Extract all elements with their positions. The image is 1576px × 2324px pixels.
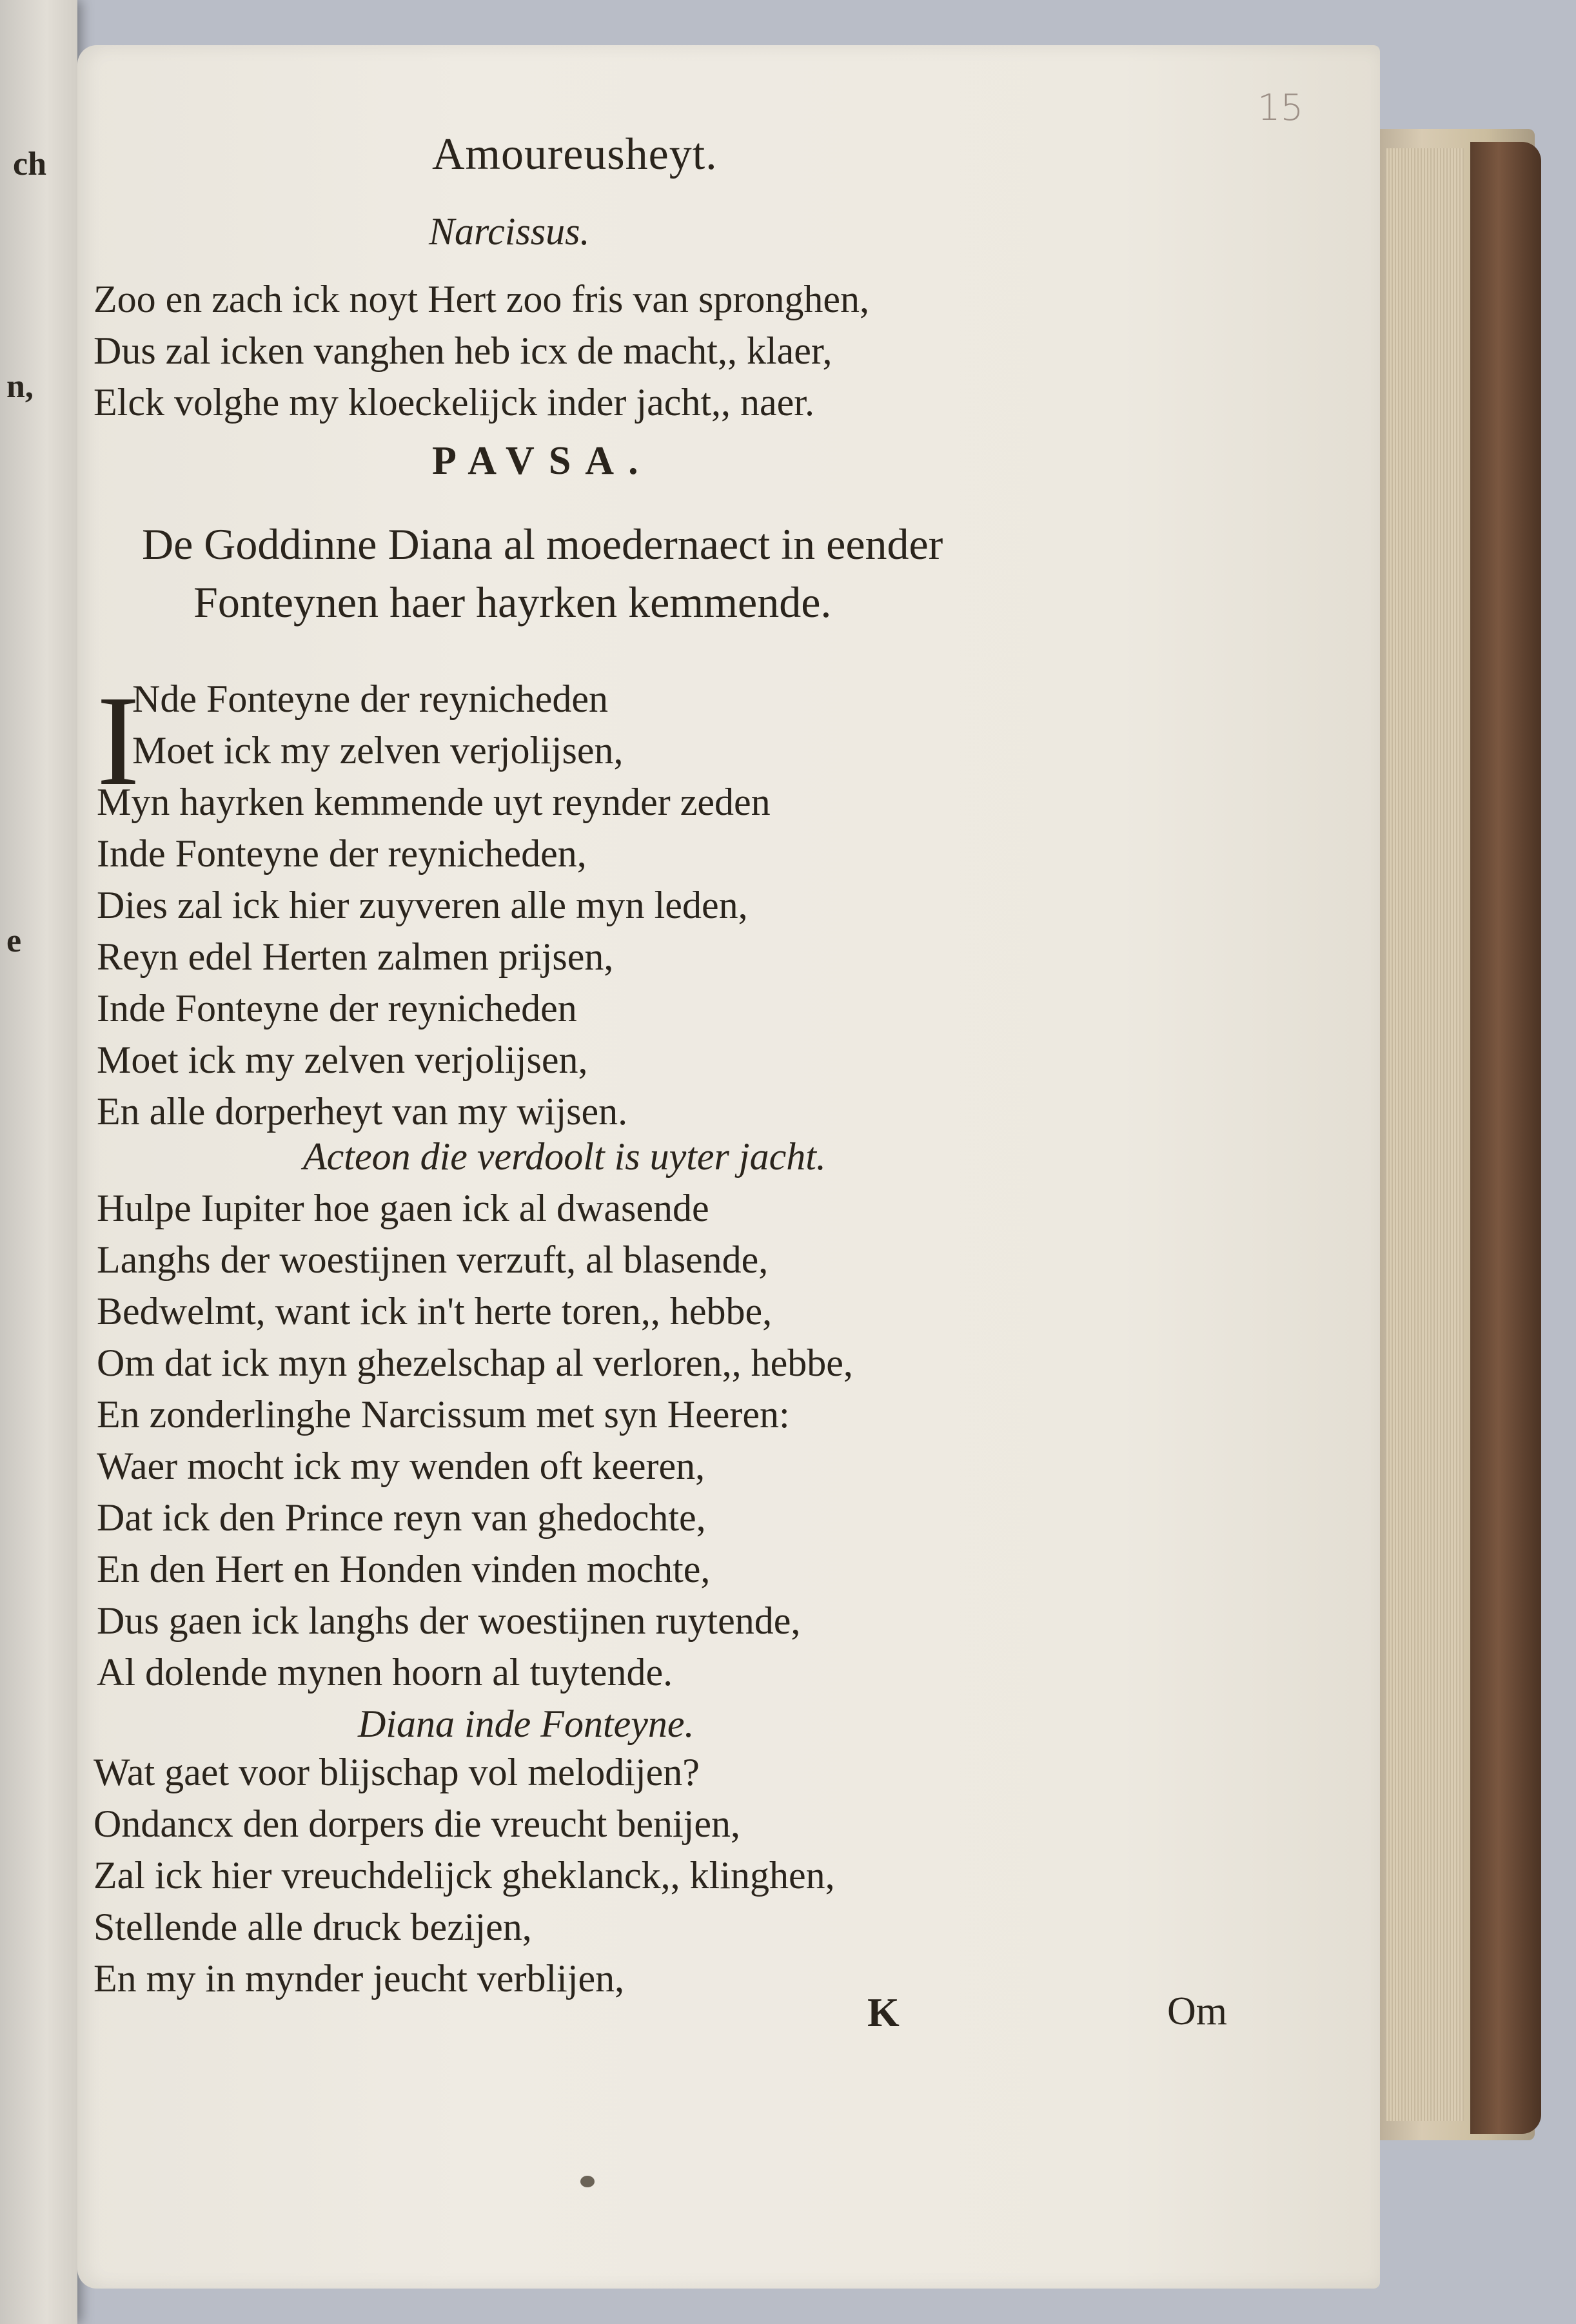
verse-line: Bedwelmt, want ick in't herte toren,, hebbe, [97, 1290, 773, 1333]
verse-line: Al dolende mynen hoorn al tuytende. [97, 1651, 673, 1694]
folio-number: 15 [1257, 87, 1304, 129]
speaker-label: Narcissus. [429, 210, 590, 253]
verse-line: Waer mocht ick my wenden oft keeren, [97, 1445, 705, 1487]
facing-page-fragment: ch [13, 146, 46, 182]
verse-line: Nde Fonteyne der reynicheden [132, 678, 609, 720]
verse-line: Wat gaet voor blijschap vol melodijen? [94, 1751, 700, 1793]
page-stack [1386, 148, 1464, 2121]
verse-line: Elck volghe my kloeckelijck inder jacht,, naer. [94, 381, 814, 424]
speaker-label: Acteon die verdoolt is uyter jacht. [303, 1135, 826, 1178]
verse-line: En my in mynder jeucht verblijen, [94, 1957, 625, 2000]
facing-page-edge [0, 0, 77, 2324]
verse-line: Dat ick den Prince reyn van ghedochte, [97, 1496, 706, 1539]
verse-line: Langhs der woestijnen verzuft, al blasende, [97, 1238, 769, 1281]
verse-line: Myn hayrken kemmende uyt reynder zeden [97, 781, 771, 823]
verse-line: Inde Fonteyne der reynicheden, [97, 832, 587, 875]
book-cover-spine [1470, 142, 1541, 2134]
verse-line: Zal ick hier vreuchdelijck gheklanck,, klinghen, [94, 1854, 835, 1897]
running-head: Amoureusheyt. [432, 130, 718, 179]
facing-page-fragment: e [6, 923, 22, 959]
verse-line: Dies zal ick hier zuyveren alle myn leden, [97, 884, 748, 926]
verse-line: Hulpe Iupiter hoe gaen ick al dwasende [97, 1187, 709, 1229]
catchword: Om [1167, 1989, 1227, 2033]
verse-line: En zonderlinghe Narcissum met syn Heeren: [97, 1393, 790, 1436]
verse-line: Zoo en zach ick noyt Hert zoo fris van spronghen, [94, 278, 869, 320]
drop-capital: I [97, 670, 140, 812]
stage-direction-line: Fonteynen haer hayrken kemmende. [193, 578, 832, 627]
speaker-label: Diana inde Fonteyne. [358, 1703, 694, 1745]
verse-line: Ondancx den dorpers die vreucht benijen, [94, 1802, 740, 1845]
verse-line: Stellende alle druck bezijen, [94, 1906, 532, 1948]
stage-direction-line: De Goddinne Diana al moedernaect in eender [142, 520, 943, 569]
verse-line: En alle dorperheyt van my wijsen. [97, 1090, 628, 1133]
verse-line: Dus zal icken vanghen heb icx de macht,, klaer, [94, 329, 832, 372]
ink-speck [580, 2176, 595, 2187]
verse-line: Dus gaen ick langhs der woestijnen ruytende, [97, 1599, 801, 1642]
verse-line: Om dat ick myn ghezelschap al verloren,, hebbe, [97, 1342, 853, 1384]
verse-line: Moet ick my zelven verjolijsen, [97, 1039, 588, 1081]
signature-mark: K [867, 1989, 900, 2035]
verse-line: Moet ick my zelven verjolijsen, [132, 729, 624, 772]
verse-line: Reyn edel Herten zalmen prijsen, [97, 935, 614, 978]
verse-line: En den Hert en Honden vinden mochte, [97, 1548, 711, 1590]
verse-line: Inde Fonteyne der reynicheden [97, 987, 577, 1030]
pausa-heading: PAVSA. [432, 439, 653, 483]
facing-page-fragment: n, [6, 368, 34, 405]
